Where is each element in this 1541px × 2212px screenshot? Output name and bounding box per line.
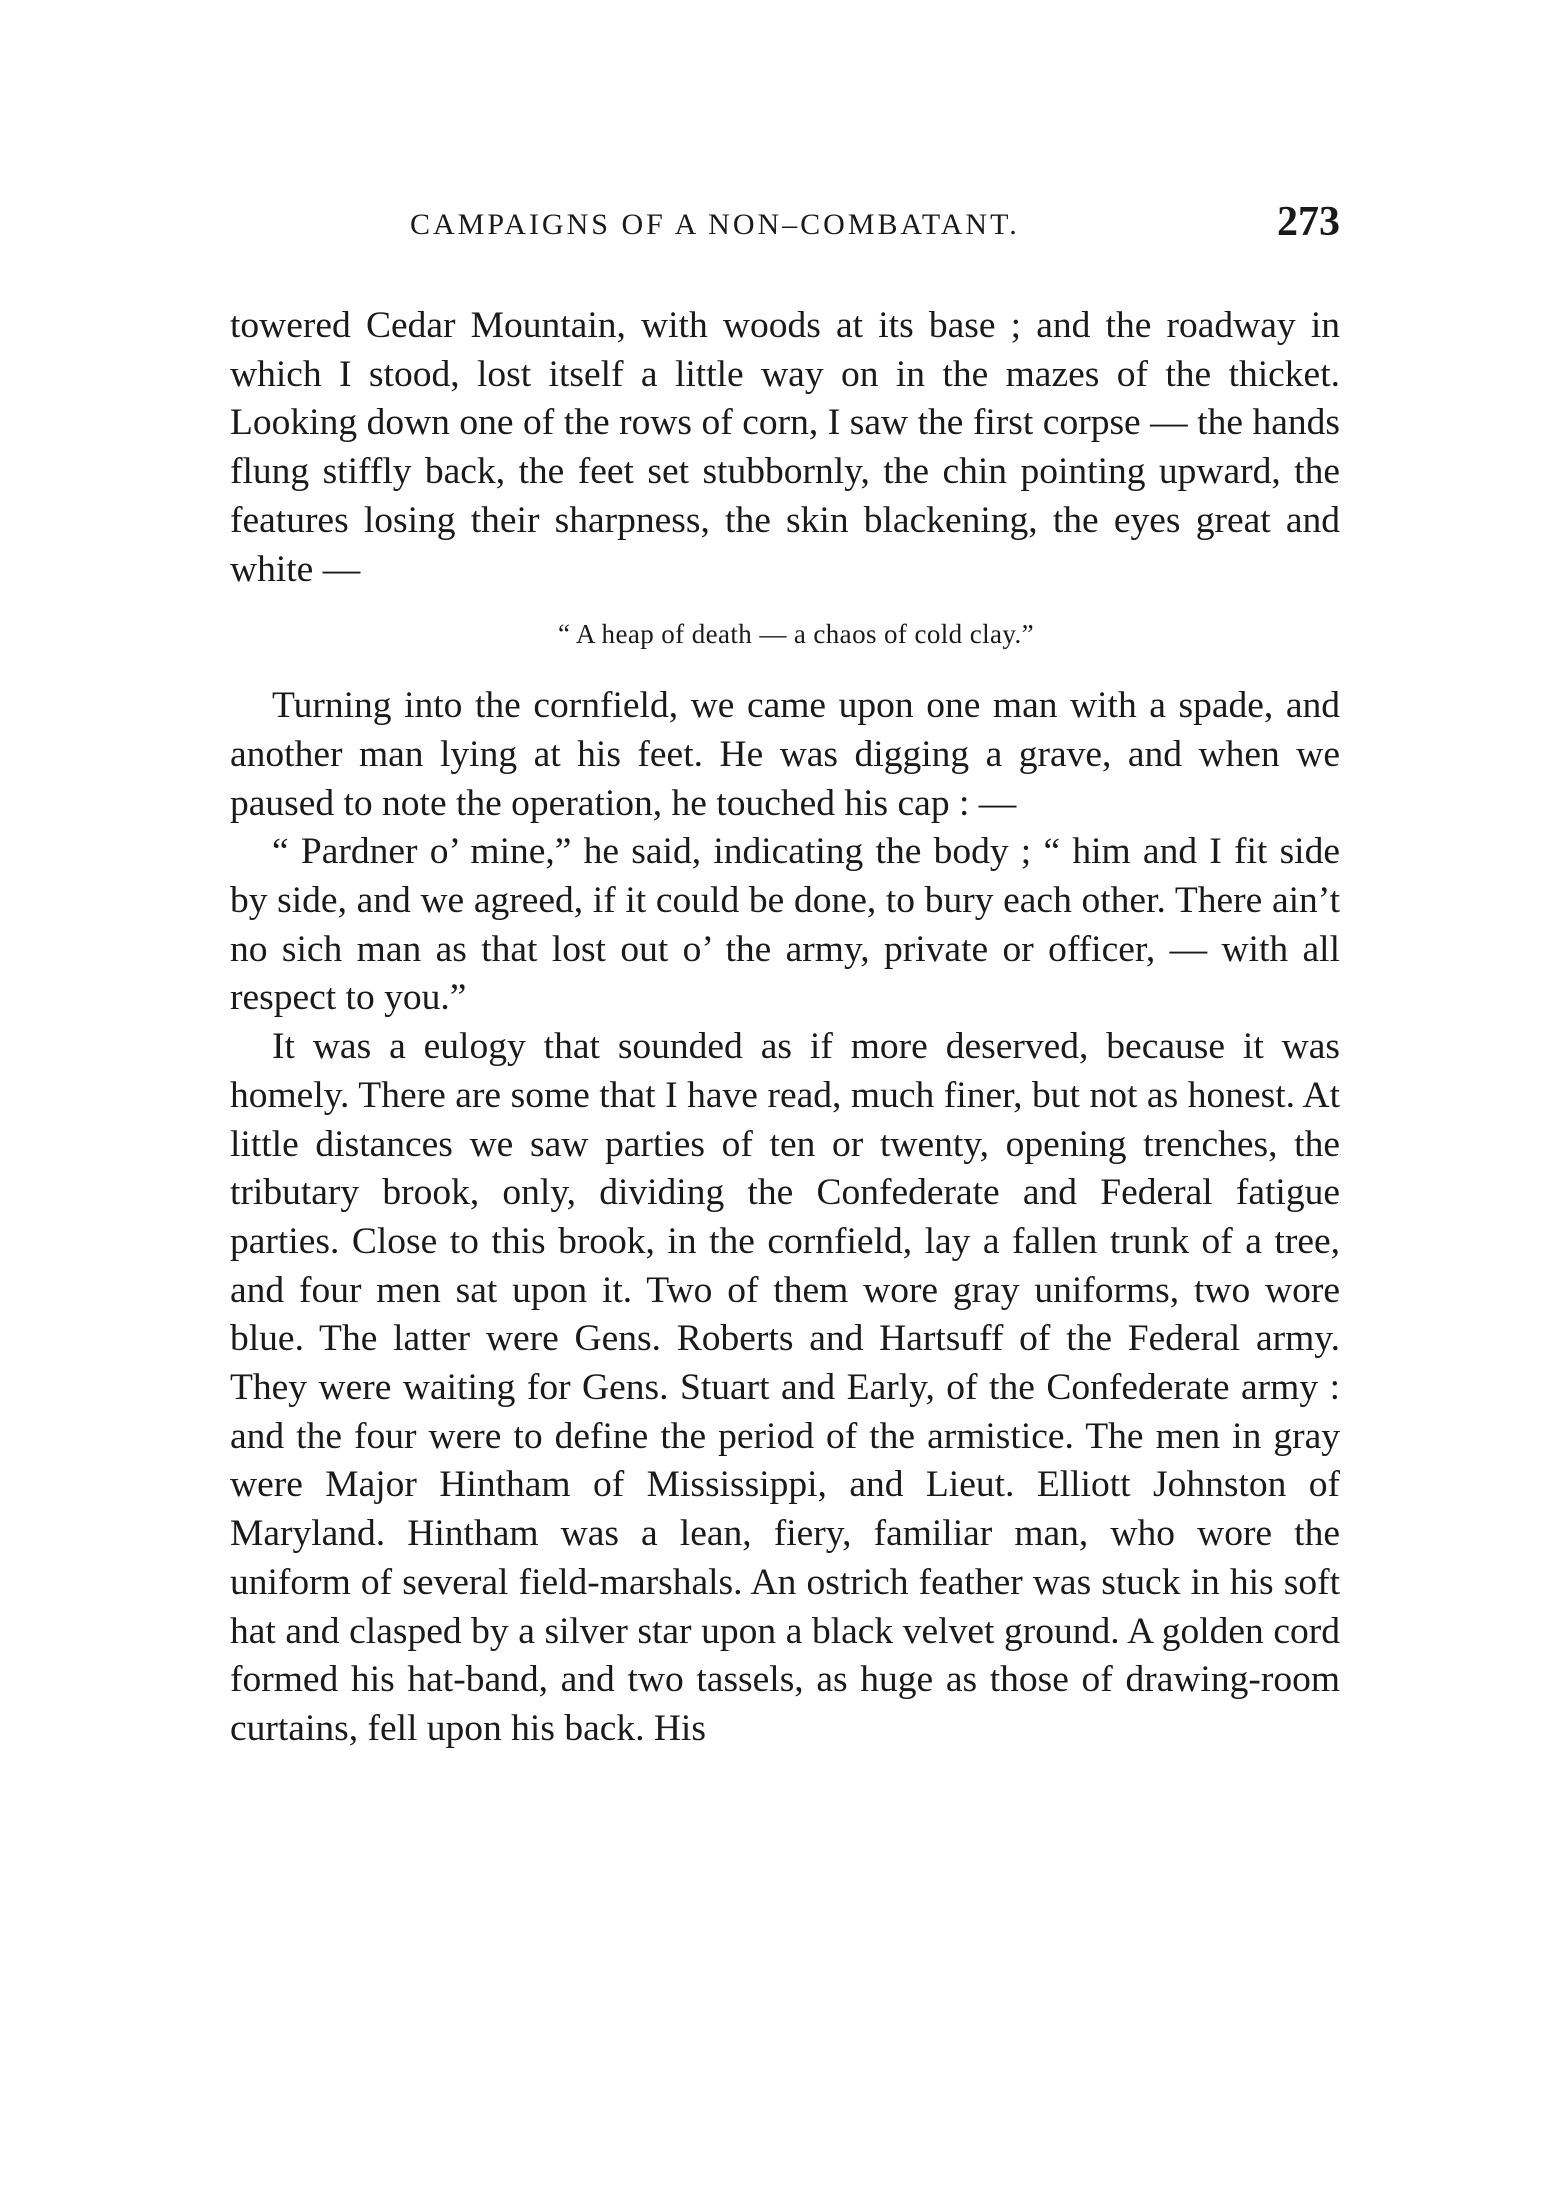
page-number: 273	[1277, 199, 1340, 245]
block-quotation: “ A heap of death — a chaos of cold clay.”	[557, 619, 1035, 650]
running-title: CAMPAIGNS OF A NON–COMBATANT.	[410, 208, 1020, 241]
paragraph-cedar-mountain: towered Cedar Mountain, with woods at its base ; and the roadway in which I stood, lost itself a little way on in the mazes of the thicket. Looking down one of the rows of corn, I saw the first corpse — the hands flung stiffly back, the feet set stubbornly, the chin pointing upward, the features losing their sharpness, the skin blackening, the eyes great and white —	[230, 305, 1340, 590]
running-head	[230, 198, 1340, 258]
body-text	[230, 302, 1340, 1754]
paragraph-pardner: “ Pardner o’ mine,” he said, indicating the body ; “ him and I fit side by side, and we agreed, if it could be done, to bury each other. There ain’t no sich man as that lost out o’ the army, private or officer, — with all respect to you.”	[230, 831, 1340, 1019]
paragraph-eulogy: It was a eulogy that sounded as if more deserved, because it was homely. There are some that I have read, much finer, but not as honest. At little distances we saw parties of ten or twenty, opening trenches, the tributary brook, only, dividing the Confederate and Federal fatigue parties. Close to this brook, in the cornfield, lay a fallen trunk of a tree, and four men sat upon it. Two of them wore gray uniforms, two wore blue. The latter were Gens. Roberts and Hartsuff of the Federal army. They were waiting for Gens. Stuart and Early, of the Confederate army : and the four were to define the period of the armistice. The men in gray were Major Hintham of Mississippi, and Lieut. Elliott Johnston of Maryland. Hintham was a lean, fiery, familiar man, who wore the uniform of several field-marshals. An ostrich feather was stuck in his soft hat and clasped by a silver star upon a black velvet ground. A golden cord formed his hat-band, and two tassels, as huge as those of drawing-room curtains, fell upon his back. His	[230, 1026, 1340, 1749]
paragraph-cornfield: Turning into the cornfield, we came upon one man with a spade, and another man lying at his feet. He was digging a grave, and when we paused to note the operation, he touched his cap : —	[230, 685, 1340, 824]
